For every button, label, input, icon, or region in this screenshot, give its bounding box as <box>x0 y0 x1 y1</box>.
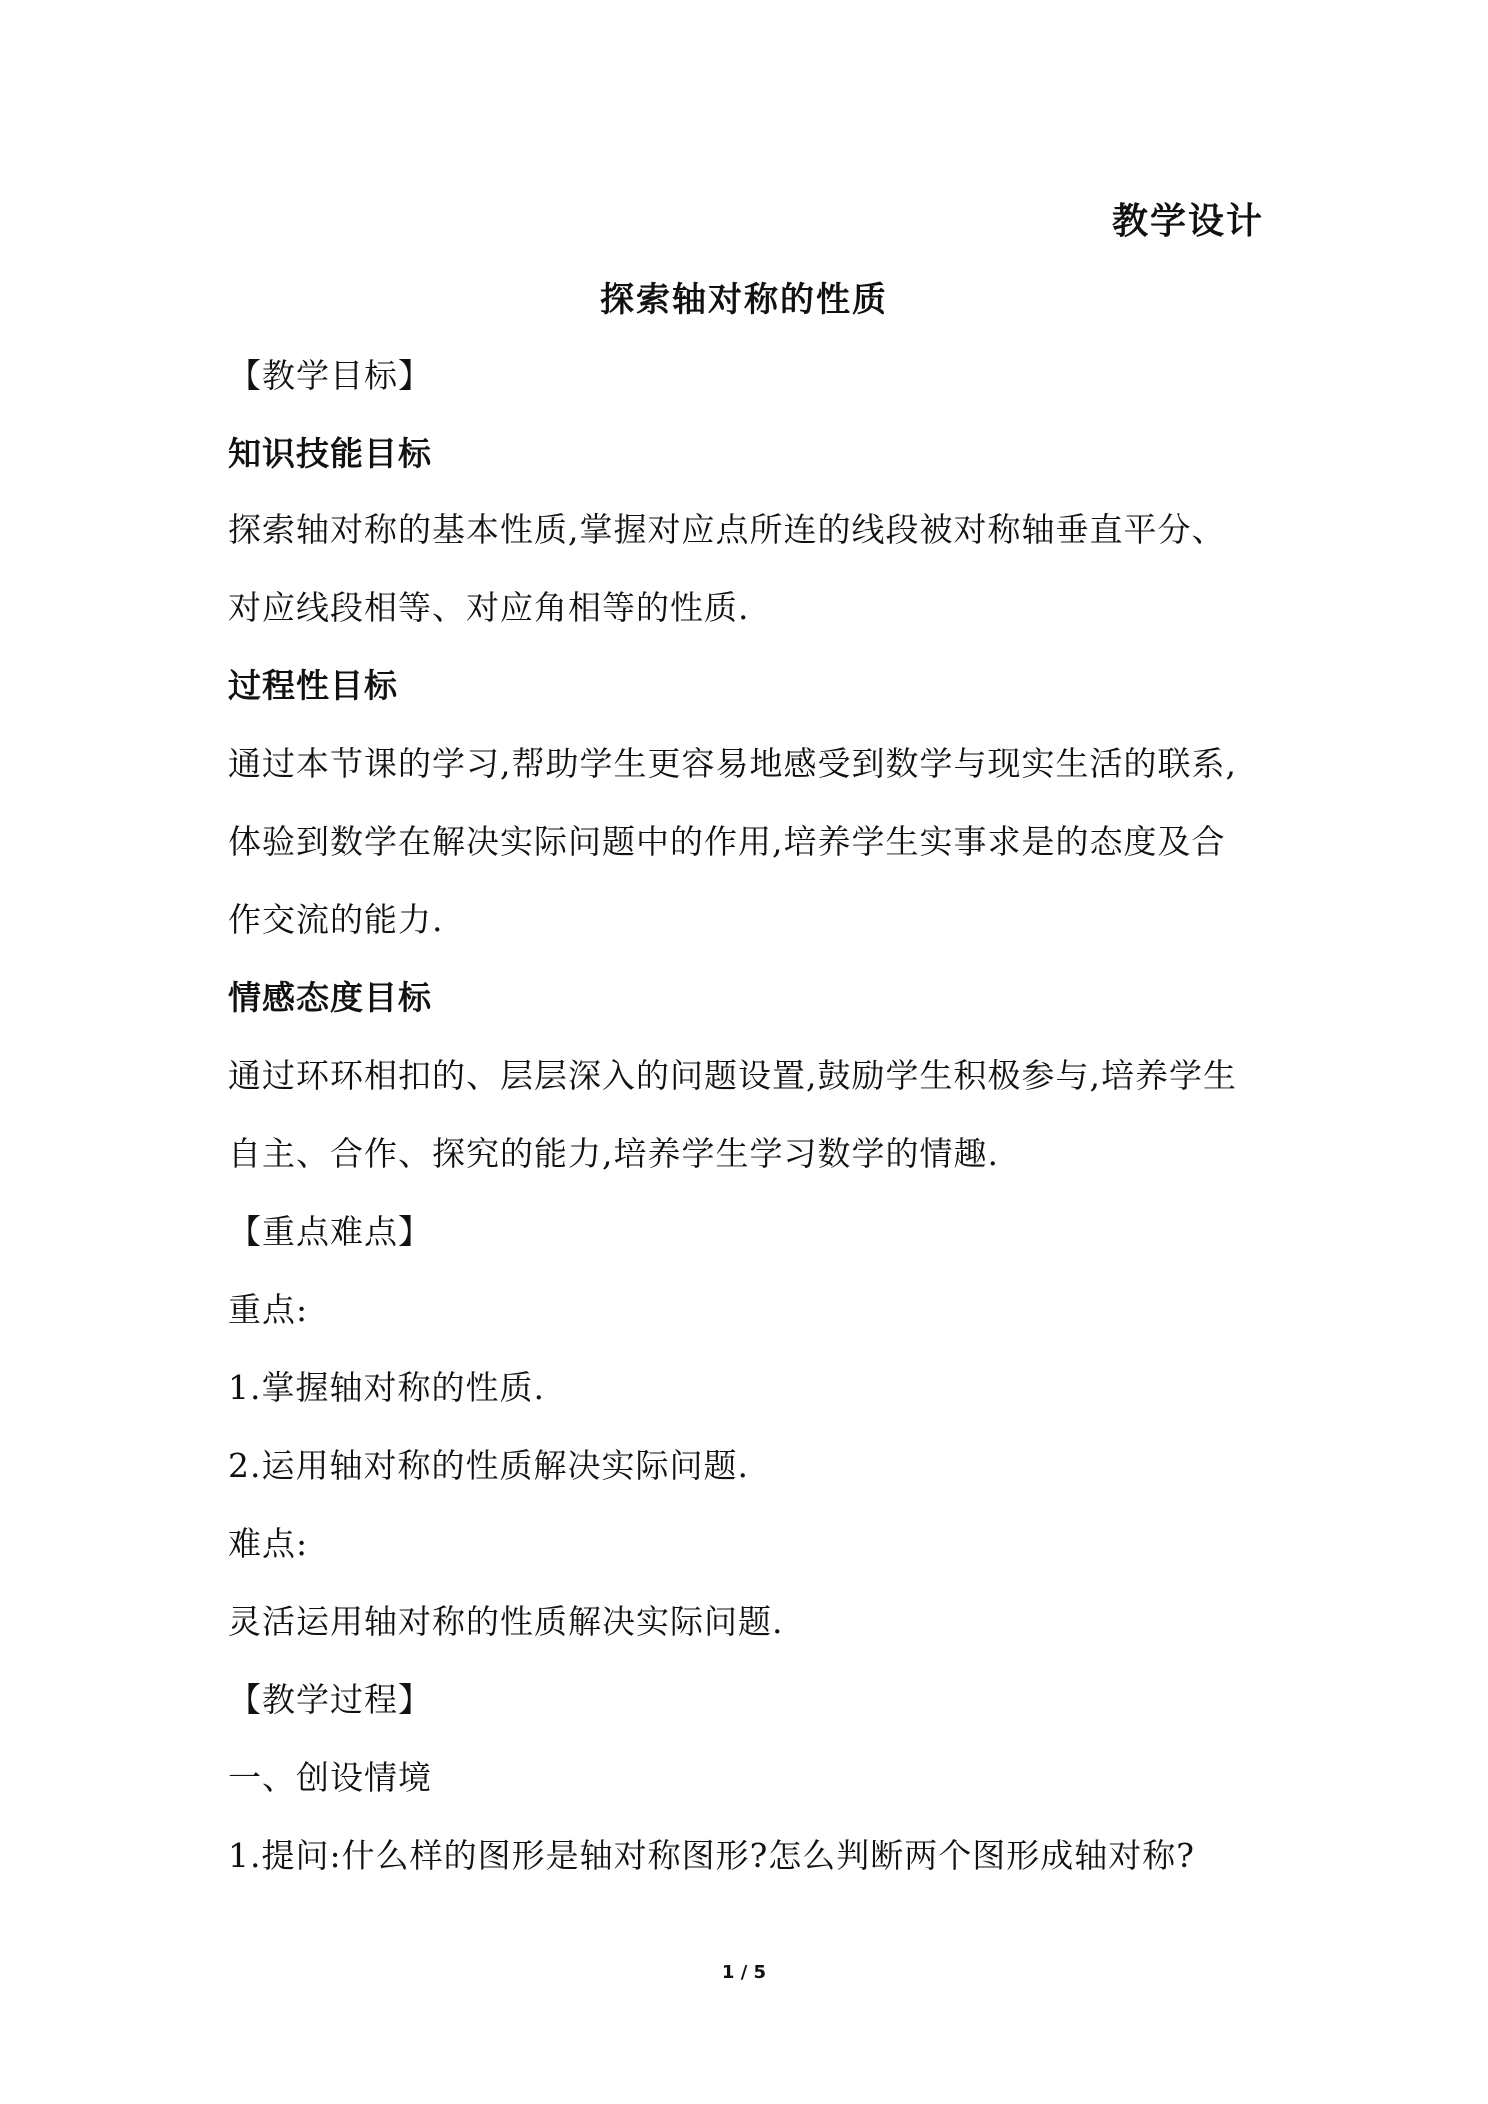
process-section-heading: 【教学过程】 <box>228 1680 432 1719</box>
emotion-text-line-2: 自主、合作、探究的能力,培养学生学习数学的情趣. <box>228 1134 999 1173</box>
doc-type-header: 教学设计 <box>1111 201 1264 242</box>
process-text-line-3: 作交流的能力. <box>228 900 444 939</box>
emotion-heading: 情感态度目标 <box>228 978 432 1017</box>
process-text-line-2: 体验到数学在解决实际问题中的作用,培养学生实事求是的态度及合 <box>228 822 1226 861</box>
process-text-line-1: 通过本节课的学习,帮助学生更容易地感受到数学与现实生活的联系, <box>228 744 1237 783</box>
section-1-item-1: 1.提问:什么样的图形是轴对称图形?怎么判断两个图形成轴对称? <box>228 1836 1195 1875</box>
page-number: 1 / 5 <box>721 1962 767 1983</box>
process-heading: 过程性目标 <box>228 666 398 705</box>
key-label: 重点: <box>228 1290 309 1329</box>
key-item-1: 1.掌握轴对称的性质. <box>228 1368 545 1407</box>
knowledge-heading: 知识技能目标 <box>228 434 432 473</box>
section-1-heading: 一、创设情境 <box>228 1758 432 1797</box>
page-title: 探索轴对称的性质 <box>600 280 888 320</box>
difficulty-label: 难点: <box>228 1524 309 1563</box>
emotion-text-line-1: 通过环环相扣的、层层深入的问题设置,鼓励学生积极参与,培养学生 <box>228 1056 1237 1095</box>
objectives-heading: 【教学目标】 <box>228 356 432 395</box>
difficulty-item: 灵活运用轴对称的性质解决实际问题. <box>228 1602 784 1641</box>
key-points-heading: 【重点难点】 <box>228 1212 432 1251</box>
key-item-2: 2.运用轴对称的性质解决实际问题. <box>228 1446 749 1485</box>
knowledge-text-line-1: 探索轴对称的基本性质,掌握对应点所连的线段被对称轴垂直平分、 <box>228 510 1226 549</box>
knowledge-text-line-2: 对应线段相等、对应角相等的性质. <box>228 588 750 627</box>
